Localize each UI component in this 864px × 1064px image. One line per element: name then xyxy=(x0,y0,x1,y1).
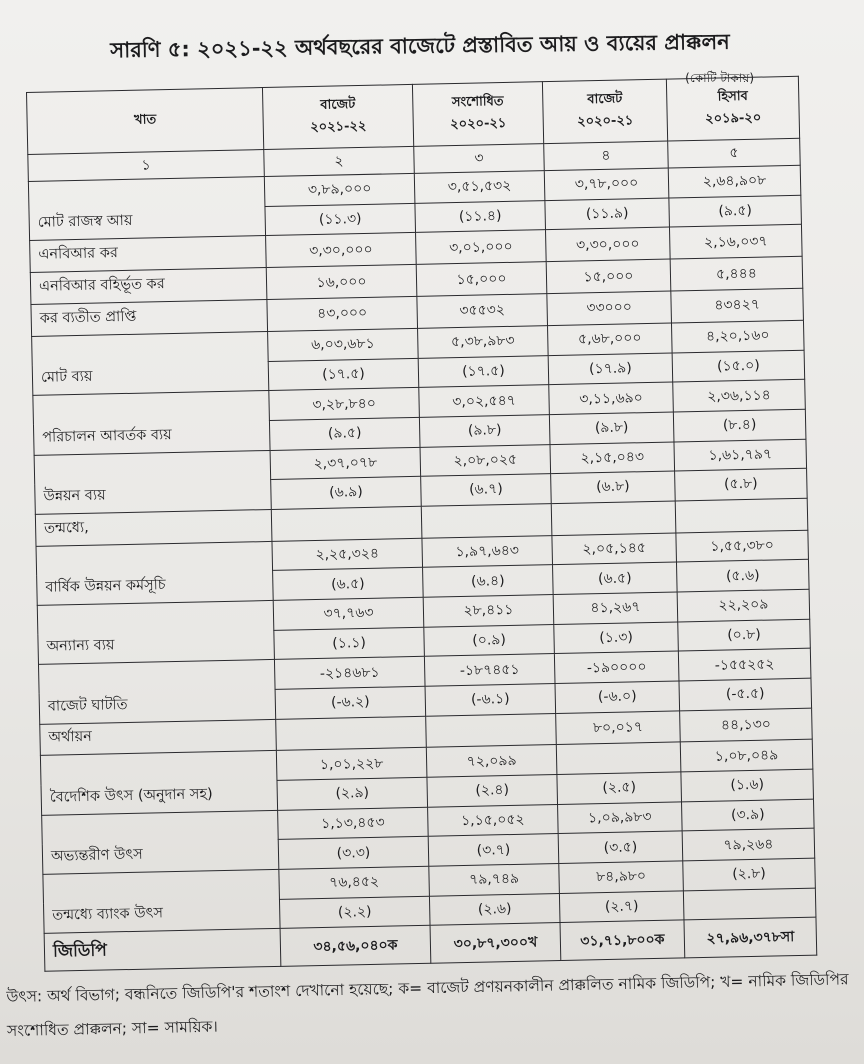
header-revised-2020-21: সংশোধিত ২০২০-২১ xyxy=(412,82,543,146)
table-row: এনবিআর বহির্ভূত কর ১৬,০০০ ১৫,০০০ ১৫,০০০ ৫,৪৪৪ xyxy=(30,256,802,304)
header-budget-2021-22: বাজেট ২০২১-২২ xyxy=(262,84,413,149)
table-row: বাজেট ঘাটতি -২১৪৬৮১ -১৮৭৪৫১ -১৯০০০০ -১৫৫২৫২ xyxy=(38,648,810,694)
table-row: জিডিপি ৩৪,৫৬,০৪০ক ৩০,৮৭,৩০০খ ৩১,৭১,৮০০ক ২৭,৯৬,৩৭৮সা xyxy=(44,918,817,972)
table-row: মোট রাজস্ব আয় ৩,৮৯,০০০ ৩,৫১,৫৩২ ৩,৭৮,০০০ ২,৬৪,৯০৮ xyxy=(28,165,800,211)
table-row: বার্ষিক উন্নয়ন কর্মসূচি ২,২৫,৩২৪ ১,৯৭,৬৪৩ ২,০৫,১৪৫ ১,৫৫,৩৮০ xyxy=(36,530,808,576)
row-label: পরিচালন আবর্তক ব্যয় xyxy=(33,391,270,455)
header-sector: খাত xyxy=(27,88,264,154)
table-row: (১.১) (০.৯) (১.৩) (০.৮) xyxy=(38,619,810,665)
table-row: (৩.৩) (৩.৭) (৩.৫) ৭৯,২৬৪ xyxy=(42,829,814,875)
table-row: (২.৯) (২.৪) (২.৫) (১.৬) xyxy=(41,769,813,815)
table-row: পরিচালন আবর্তক ব্যয় ৩,২৮,৮৪০ ৩,০২,৫৪৭ ৩,১১,৬৯০ ২,৩৬,১১৪ xyxy=(33,379,805,425)
budget-table xyxy=(26,76,817,972)
table-row: (১৭.৫) (১৭.৫) (১৭.৯) (১৫.০) xyxy=(32,350,804,396)
table-title: সারণি ৫: ২০২১-২২ অর্থবছরের বাজেটে প্রস্তাবিত আয় ও ব্যয়ের প্রাক্কলন xyxy=(110,29,730,63)
row-label: মোট ব্যয় xyxy=(32,331,269,395)
table-row: অভ্যন্তরীণ উৎস ১,১৩,৪৫৩ ১,১৫,০৫২ ১,০৯,৯৮৩ (৩.৯) xyxy=(42,799,814,845)
table-row: উন্নয়ন ব্যয় ২,৩৭,০৭৮ ২,০৮,০২৫ ২,১৫,০৪৩ ১,৬১,৭৯৭ xyxy=(34,439,806,485)
table-row: (১১.৩) (১১.৪) (১১.৯) (৯.৫) xyxy=(29,195,801,241)
table-row: তন্মধ্যে ব্যাংক উৎস ৭৬,৪৫২ ৭৯,৭৪৯ ৮৪,৯৮০ (২.৮) xyxy=(43,858,815,904)
row-label: এনবিআর কর xyxy=(30,236,267,273)
row-label: অভ্যন্তরীণ উৎস xyxy=(42,810,279,874)
index-row: ১ ২ ৩ ৪ ৫ xyxy=(28,138,800,182)
header-budget-2020-21: বাজেট ২০২০-২১ xyxy=(542,79,667,143)
table-row: বৈদেশিক উৎস (অনুদান সহ) ১,০১,২২৮ ৭২,০৯৯ ১,০৮,০৪৯ xyxy=(40,740,812,786)
source-footnote: উৎস: অর্থ বিভাগ; বন্ধনিতে জিডিপি'র শতাংশ দেখানো হয়েছে; ক= বাজেট প্রণয়নকালীন প্রাক্কলিত নামিক জিডিপি; খ= নামিক জিডিপির সংশোধিত প্রাক্কলন; সা= সাময়িক। xyxy=(6,970,849,1040)
table-row: কর ব্যতীত প্রাপ্তি ৪৩,০০০ ৩৫৫৩২ ৩৩০০০ ৪৩৪২৭ xyxy=(31,288,803,336)
row-label: জিডিপি xyxy=(44,929,281,972)
row-label: বৈদেশিক উৎস (অনুদান সহ) xyxy=(40,751,277,815)
unit-note: (কোটি টাকায়) xyxy=(685,71,754,85)
row-label: কর ব্যতীত প্রাপ্তি xyxy=(31,300,268,337)
row-label: তন্মধ্যে, xyxy=(35,509,272,546)
table-row: (৬.৯) (৬.৭) (৬.৮) (৫.৮) xyxy=(35,468,807,514)
table-row: অর্থায়ন ৮০,০১৭ ৪৪,১৩০ xyxy=(40,708,812,756)
row-label: তন্মধ্যে ব্যাংক উৎস xyxy=(43,869,280,933)
table-row: মোট ব্যয় ৬,০৩,৬৮১ ৫,৩৮,৯৮৩ ৫,৬৮,০০০ ৪,২০,১৬০ xyxy=(32,320,804,366)
table-row: এনবিআর কর ৩,৩০,০০০ ৩,০১,০০০ ৩,৩০,০০০ ২,১৬,০৩৭ xyxy=(30,225,802,273)
table-row: (-৬.২) (-৬.১) (-৬.০) (-৫.৫) xyxy=(39,678,811,724)
row-label: বাজেট ঘাটতি xyxy=(38,660,275,724)
row-label: অন্যান্য ব্যয় xyxy=(37,600,274,664)
header-actual-2019-20: হিসাব ২০১৯-২০ xyxy=(666,76,799,140)
row-label: বার্ষিক উন্নয়ন কর্মসূচি xyxy=(36,541,273,605)
table-row: (৯.৫) (৯.৮) (৯.৮) (৮.৪) xyxy=(33,409,805,455)
table-row: অন্যান্য ব্যয় ৩৭,৭৬৩ ২৮,৪১১ ৪১,২৬৭ ২২,২০৯ xyxy=(37,589,809,635)
table-row: (২.২) (২.৬) (২.৭) xyxy=(44,888,816,934)
table-row: (৬.৫) (৬.৪) (৬.৫) (৫.৬) xyxy=(37,560,809,606)
row-label: অর্থায়ন xyxy=(40,719,277,756)
row-label: এনবিআর বহির্ভূত কর xyxy=(30,268,267,305)
row-label: মোট রাজস্ব আয় xyxy=(28,177,265,241)
row-label: উন্নয়ন ব্যয় xyxy=(34,450,271,514)
